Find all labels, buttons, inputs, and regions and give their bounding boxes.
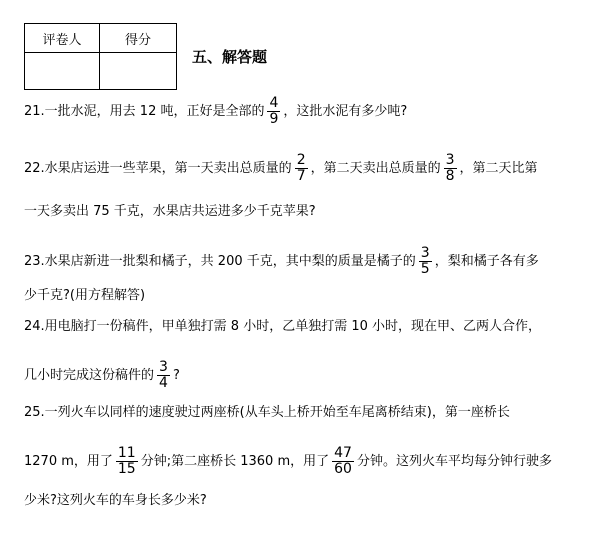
question-23-line-2: 少千克?(用方程解答) — [24, 288, 146, 303]
question-24-line-2 — [24, 360, 180, 391]
q21-frac-den: 9 — [269, 111, 279, 127]
q25-text-c: 分钟。这列火车平均每分钟行驶多 — [356, 454, 552, 469]
reviewer-cell[interactable] — [25, 53, 100, 90]
q22-frac1-num: 2 — [296, 152, 306, 168]
q22-frac1-den: 7 — [296, 168, 306, 184]
q21-text-b: ，这批水泥有多少吨? — [283, 104, 408, 119]
q21-frac-num: 4 — [269, 95, 279, 111]
question-24: 24.用电脑打一份稿件，甲单独打需 8 小时，乙单独打需 10 小时，现在甲、乙两人合作， — [24, 319, 542, 334]
q25-frac1-num: 11 — [117, 445, 136, 461]
reviewer-header: 评卷人 — [25, 24, 100, 53]
q22-fraction-1 — [295, 153, 308, 184]
q25-frac2-den: 60 — [334, 461, 352, 477]
q24-frac-den: 4 — [159, 375, 168, 391]
q23-text-b: ，梨和橘子各有多 — [434, 254, 539, 269]
section-title: 五、解答题 — [192, 48, 268, 66]
q25-text-b: 分钟;第二座桥长 1360 m，用了 — [140, 454, 330, 469]
score-table — [24, 23, 177, 90]
q23-frac-num: 3 — [420, 245, 430, 261]
q25-fraction-1 — [116, 446, 138, 477]
question-23 — [24, 246, 539, 277]
q25-frac2-num: 47 — [334, 445, 352, 461]
q23-fraction — [419, 246, 432, 277]
q22-text-a: 22.水果店运进一些苹果，第一天卖出总质量的 — [24, 161, 292, 176]
q23-frac-den: 5 — [420, 261, 430, 277]
q21-fraction — [267, 96, 280, 127]
q22-text-c: ，第二天比第 — [459, 161, 538, 176]
q24-text-a: 几小时完成这份稿件的 — [24, 368, 155, 383]
q22-frac2-num: 3 — [445, 152, 455, 168]
q22-text-b: ，第二天卖出总质量的 — [310, 161, 441, 176]
q22-frac2-den: 8 — [445, 168, 455, 184]
question-22-line-2: 一天多卖出 75 千克，水果店共运进多少千克苹果? — [24, 204, 316, 219]
q22-fraction-2 — [444, 153, 457, 184]
question-21 — [24, 96, 407, 127]
q25-fraction-2 — [332, 446, 354, 477]
question-25-line-3: 少米?这列火车的车身长多少米? — [24, 493, 207, 508]
question-25-line-2 — [24, 446, 552, 477]
score-header: 得分 — [100, 24, 177, 53]
q24-fraction — [157, 360, 170, 391]
question-25: 25.一列火车以同样的速度驶过两座桥(从车头上桥开始至车尾离桥结束)，第一座桥长 — [24, 405, 510, 420]
q21-text-a: 21.一批水泥，用去 12 吨，正好是全部的 — [24, 104, 265, 119]
q24-frac-num: 3 — [159, 359, 168, 375]
q24-text-b: ? — [172, 368, 180, 383]
score-cell[interactable] — [100, 53, 177, 90]
q25-text-a: 1270 m，用了 — [24, 454, 113, 469]
question-22 — [24, 153, 538, 184]
q25-frac1-den: 15 — [117, 461, 136, 477]
q23-text-a: 23.水果店新进一批梨和橘子，共 200 千克，其中梨的质量是橘子的 — [24, 254, 416, 269]
